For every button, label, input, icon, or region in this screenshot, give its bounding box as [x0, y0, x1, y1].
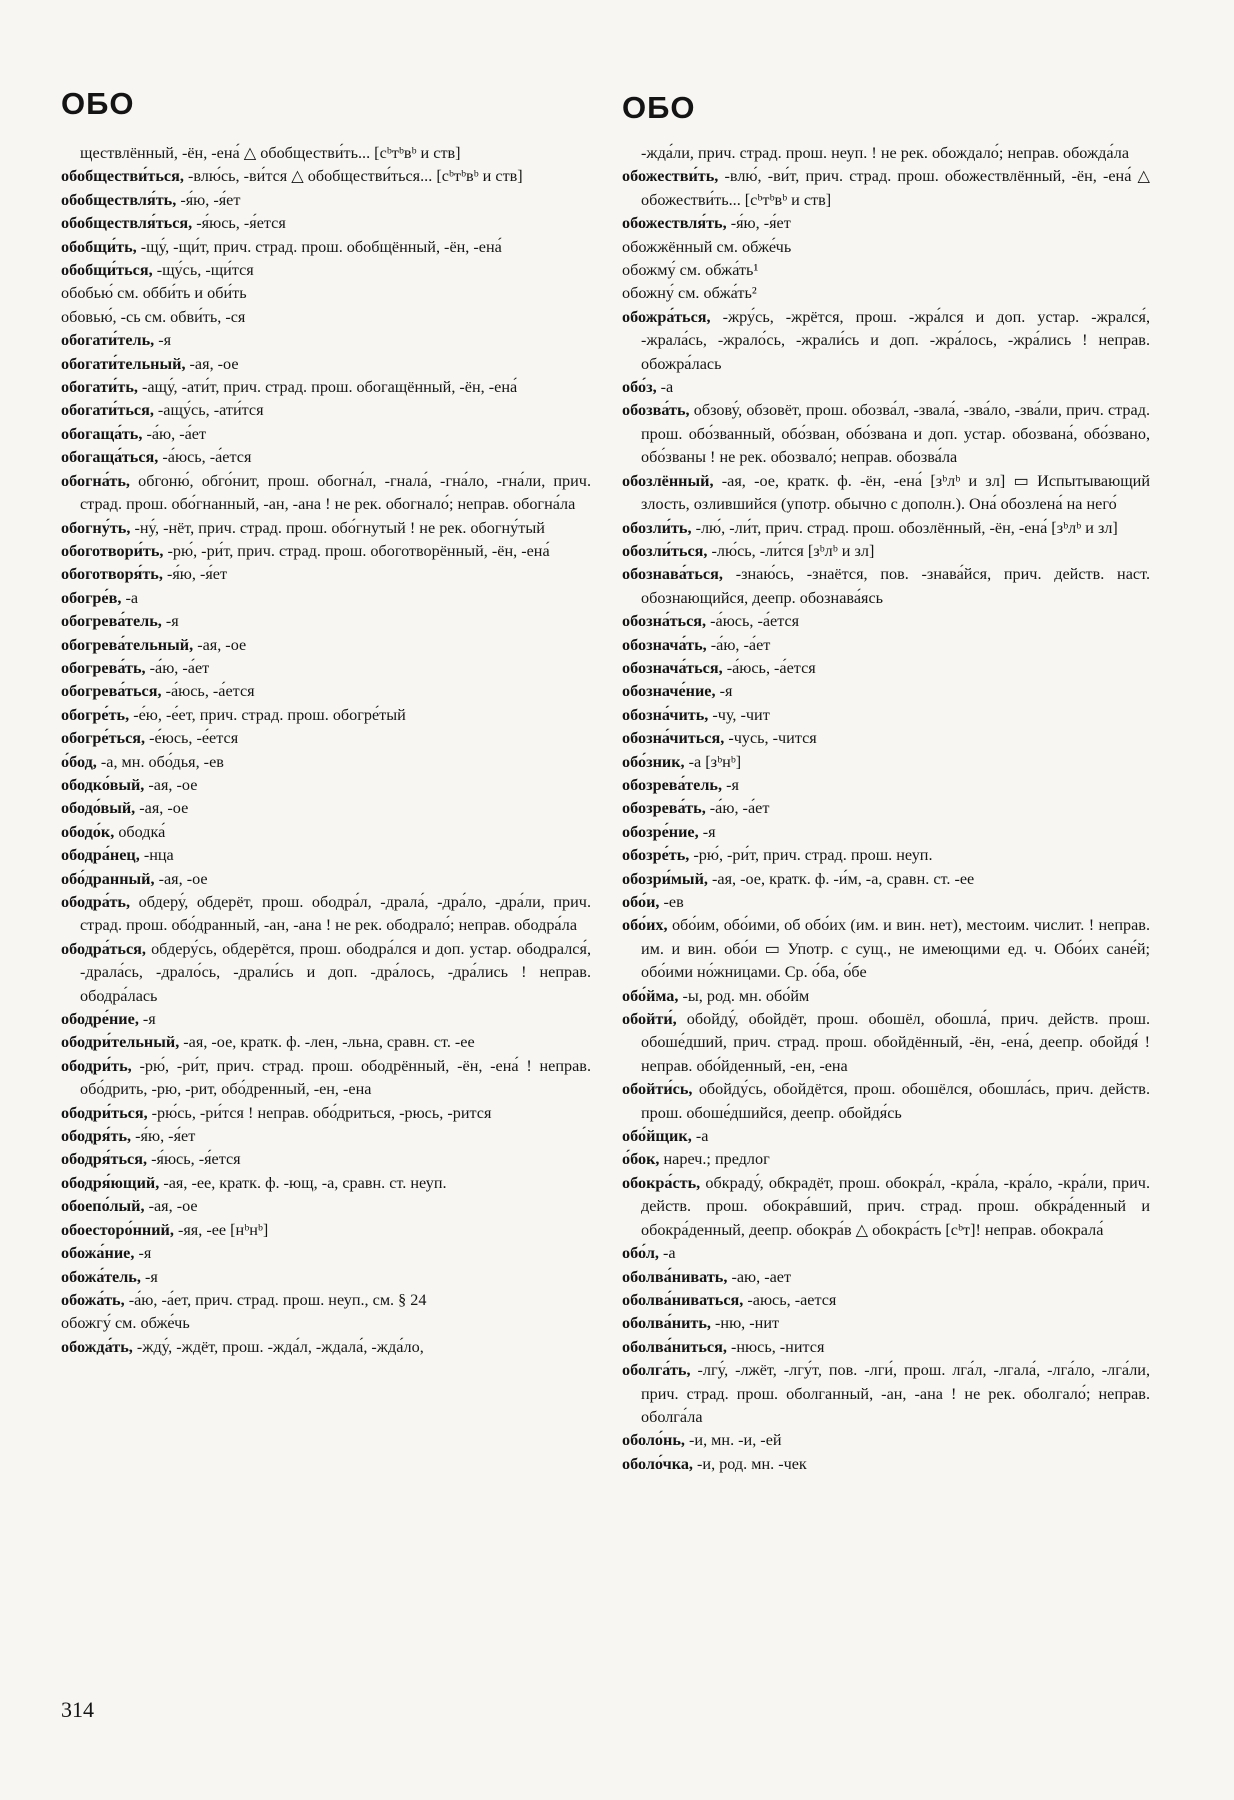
headword: о́бод, [61, 752, 97, 771]
dictionary-entry [622, 236, 1150, 259]
entry-body: -я [715, 682, 733, 701]
headword: обожестви́ть, [622, 167, 719, 186]
dictionary-entry [61, 212, 591, 235]
entry-body: -жду́, -ждёт, прош. -жда́л, -ждала́, -жда́ло, [132, 1337, 424, 1356]
headword: обогре́ться, [61, 729, 146, 748]
entry-body: -я [140, 1267, 158, 1286]
headword: обозли́ться, [622, 541, 708, 560]
entry-body: -лю́сь, -ли́тся [зᵇлᵇ и зл] [707, 541, 875, 560]
entry-body: -а, мн. обо́дья, -ев [96, 752, 224, 771]
headword: обо́йма, [622, 986, 679, 1005]
dictionary-entry [622, 821, 1150, 844]
dictionary-entry [622, 306, 1150, 376]
entry-body: обовью́, -сь см. обви́ть, -ся [61, 307, 246, 326]
right-column [622, 142, 1150, 1476]
entry-body: обожжённый см. обже́чь [622, 237, 792, 256]
dictionary-entry [61, 540, 591, 563]
entry-body: нареч.; предлог [659, 1150, 770, 1169]
dictionary-entry [61, 1336, 591, 1359]
dictionary-entry [622, 797, 1150, 820]
dictionary-entry [61, 1125, 591, 1148]
dictionary-entry [61, 470, 591, 517]
headword: ободо́вый, [61, 799, 136, 818]
headword: обогаща́ть, [61, 424, 143, 443]
headword: оболо́нь, [622, 1431, 685, 1450]
dictionary-entry [61, 353, 591, 376]
entry-body: -я [722, 775, 739, 794]
entry-body: -е́юсь, -е́ется [145, 729, 239, 748]
entry-body: -жда́ли, прич. страд. прош. неуп. ! не рек. обождало́; неправ. обожда́ла [641, 144, 1130, 162]
headword: обозрева́ть, [622, 799, 706, 818]
headword: обозначе́ние, [622, 682, 716, 701]
entry-body: -ая, -ое [154, 869, 208, 888]
headword: оболва́ниваться, [622, 1290, 744, 1309]
headword: ободри́ть, [61, 1056, 132, 1075]
dictionary-entry [622, 1453, 1150, 1476]
dictionary-entry [622, 376, 1150, 399]
dictionary-entry [622, 470, 1150, 517]
entry-body: -ев [659, 893, 684, 911]
entry-body: обожгу́ см. обже́чь [61, 1314, 190, 1333]
entry-body: -а́ю, -а́ет [145, 658, 210, 677]
headword: о́бок, [622, 1150, 660, 1169]
entry-body: -влю́сь, -ви́тся △ обобществи́ться... [сᵇтᵇвᵇ и ств] [183, 167, 523, 186]
running-head-left: ОБО [61, 86, 135, 121]
dictionary-entry [622, 517, 1150, 540]
entry-body: -ащу́сь, -ати́тся [153, 401, 264, 420]
headword: обогаща́ться, [61, 448, 159, 467]
headword: обозна́чить, [622, 705, 709, 724]
headword: обогрева́ть, [61, 658, 146, 677]
entry-body: -аюсь, -ается [743, 1290, 837, 1309]
dictionary-entry [622, 634, 1150, 657]
entry-body: -ая, -ое, кратк. ф. -ён, -ена́ [зᵇлᵇ и зл] ▭ Испытывающий злость, озлившийся (употр. обычно с дополн.). Она́ обозлена́ на него́ [641, 471, 1150, 514]
entry-body: обдеру́, обдерёт, прош. ободра́л, -драла́, -дра́ло, -дра́ли, прич. страд. прош. обо́дранный, -ан, -ана ! не рек. ободрало́; неправ. ободра́ла [80, 893, 591, 935]
entry-body: -я [161, 612, 179, 631]
entry-body: -я́ю, -я́ет [162, 565, 228, 584]
entry-body: -я́юсь, -я́ется [192, 214, 286, 233]
dictionary-entry [622, 540, 1150, 563]
headword: ободра́ться, [61, 939, 146, 958]
headword: ободре́ние, [61, 1010, 139, 1029]
dictionary-entry [61, 657, 591, 680]
headword: обойти́сь, [622, 1080, 693, 1099]
dictionary-entry [622, 1148, 1150, 1171]
dictionary-entry [61, 376, 591, 399]
dictionary-entry [622, 914, 1150, 984]
entry-body: -я [154, 331, 172, 350]
entry-body: -и, мн. -и, -ей [684, 1431, 782, 1450]
entry-body: -лгу́, -лжёт, -лгу́т, пов. -лги́, прош. лга́л, -лгала́, -лга́ло, -лга́ли, прич. страд. прош. оболганный, -ан, -ана ! не рек. оболгало́; неправ. оболга́ла [641, 1361, 1150, 1426]
headword: обознача́ться, [622, 658, 723, 677]
entry-body: -щу́, -щи́т, прич. страд. прош. обобщённый, -ён, -ена́ [136, 237, 502, 256]
entry-body: -ая, -ое, кратк. ф. -и́м, -а, сравн. ст. -ее [707, 869, 975, 888]
dictionary-entry [622, 1312, 1150, 1335]
dictionary-entry [61, 891, 591, 938]
dictionary-entry [622, 727, 1150, 750]
left-column [61, 142, 591, 1359]
entry-body: -рю́, -ри́т, прич. страд. прош. ободрённый, -ён, -ена́ ! неправ. обо́дрить, -рю, -рит, обо́дренный, -ен, -ена [80, 1056, 591, 1099]
headword: обогре́ть, [61, 705, 130, 724]
headword: обогна́ть, [61, 471, 130, 490]
entry-body: -жру́сь, -жрётся, прош. -жра́лся и доп. устар. -жрался́, -жрала́сь, -жрало́сь, -жрали́сь и доп. -жра́лось, -жра́лись ! неправ. обожра́лась [641, 307, 1150, 373]
dictionary-entry [61, 1289, 591, 1312]
headword: обобществля́ться, [61, 214, 193, 233]
dictionary-entry [61, 938, 591, 1008]
headword: обожа́ть, [61, 1290, 125, 1309]
entry-body: -и, род. мн. -чек [692, 1454, 807, 1473]
headword: обоготворя́ть, [61, 565, 163, 584]
headword: оболва́нить, [622, 1314, 711, 1333]
headword: обознача́ть, [622, 635, 707, 654]
dictionary-entry [61, 1195, 591, 1218]
entry-body: -влю́, -ви́т, прич. страд. прош. обожествлённый, -ён, -ена́ △ обожестви́ть... [сᵇтᵇвᵇ и ств] [641, 167, 1150, 209]
dictionary-entry [622, 1359, 1150, 1429]
headword: обо́дранный, [61, 869, 155, 888]
entry-body: -чу, -чит [708, 705, 770, 724]
headword: обоепо́лый, [61, 1197, 145, 1216]
entry-body: обзову́, обзовёт, прош. обозва́л, -звала́, -зва́ло, -зва́ли, прич. страд. прош. обо́званный, обо́зван, обо́звана и доп. устар. обозвана́, обо́звано, обо́званы ! не рек. обозвало́; неправ. обозва́ла [641, 401, 1150, 467]
dictionary-entry [622, 704, 1150, 727]
entry-body: -я́юсь, -я́ется [147, 1150, 241, 1169]
dictionary-entry [61, 189, 591, 212]
entry-body: -ая, -ее, кратк. ф. -ющ, -а, сравн. ст. неуп. [159, 1173, 447, 1192]
headword: обо́л, [622, 1244, 659, 1263]
headword: ободри́ться, [61, 1103, 148, 1122]
entry-body: -а [121, 588, 139, 607]
entry-body: -ая, -ое [135, 799, 189, 818]
dictionary-entry [61, 797, 591, 820]
dictionary-entry [622, 891, 1150, 914]
headword: ободо́к, [61, 822, 115, 841]
dictionary-entry [622, 1008, 1150, 1078]
entry-body: -а [зᵇнᵇ] [684, 752, 742, 771]
headword: обозли́ть, [622, 518, 692, 537]
headword: обозлённый, [622, 471, 714, 490]
headword: обойти́, [622, 1010, 677, 1029]
entry-body: -а́юсь, -а́ется [722, 658, 816, 677]
dictionary-entry [622, 1242, 1150, 1265]
headword: обозри́мый, [622, 869, 708, 888]
entry-body: -знаю́сь, -знаётся, пов. -знава́йся, прич. действ. наст. обознающийся, деепр. обознава́ясь [641, 565, 1150, 607]
entry-body: обойду́, обойдёт, прош. обошёл, обошла́, прич. действ. прош. обоше́дший, прич. страд. прош. обойдённый, -ён, -ена́, деепр. обойдя́ ! неправ. обо́йденный, -ен, -ена [641, 1010, 1150, 1075]
dictionary-entry [61, 821, 591, 844]
headword: обогрева́тельный, [61, 635, 194, 654]
entry-body: -я [134, 1244, 152, 1263]
dictionary-entry [622, 1289, 1150, 1312]
entry-body: -ая, -ое, кратк. ф. -лен, -льна, сравн. ст. -ее [179, 1033, 475, 1052]
dictionary-entry [622, 563, 1150, 610]
headword: обожа́ние, [61, 1244, 135, 1263]
entry-body: -а́юсь, -а́ется [706, 612, 800, 631]
entry-body: -яя, -ее [нᵇнᵇ] [173, 1220, 269, 1239]
entry-body: обкраду́, обкрадёт, прош. обокра́л, -кра́ла, -кра́ло, -кра́ли, прич. действ. прош. обокра́вший, прич. страд. прош. обкра́денный и обокра́денный, деепр. обокра́в △ обокра́сть [сᵇт]! неправ. обокрала́ [641, 1173, 1150, 1239]
dictionary-entry [622, 1172, 1150, 1242]
dictionary-entry [61, 1031, 591, 1054]
dictionary-entry [61, 142, 591, 165]
dictionary-entry [622, 985, 1150, 1008]
dictionary-entry [61, 1172, 591, 1195]
headword: оболга́ть, [622, 1361, 691, 1380]
dictionary-entry [622, 142, 1150, 165]
entry-body: -я́ю, -я́ет [176, 190, 241, 209]
entry-body: -рю́сь, -ри́тся ! неправ. обо́дриться, -рюсь, -рится [147, 1103, 492, 1122]
dictionary-entry [61, 680, 591, 703]
dictionary-entry [61, 423, 591, 446]
dictionary-entry [622, 751, 1150, 774]
dictionary-entry [622, 259, 1150, 282]
entry-body: -ню, -нит [710, 1314, 780, 1333]
headword: оболва́нивать, [622, 1267, 728, 1286]
dictionary-entry [622, 1078, 1150, 1125]
dictionary-entry [61, 306, 591, 329]
dictionary-entry [622, 844, 1150, 867]
headword: оболва́ниться, [622, 1337, 727, 1356]
dictionary-entry [622, 610, 1150, 633]
entry-body: -а́юсь, -а́ется [158, 448, 252, 467]
entry-body: -аю, -ает [727, 1267, 792, 1286]
dictionary-entry [61, 1148, 591, 1171]
headword: обобщи́ть, [61, 237, 137, 256]
dictionary-entry [61, 165, 591, 188]
dictionary-entry [61, 329, 591, 352]
headword: обогну́ть, [61, 518, 131, 537]
dictionary-entry [61, 1312, 591, 1335]
dictionary-entry [61, 751, 591, 774]
entry-body: -а́ю, -а́ет [706, 635, 771, 654]
entry-body: ществлённый, -ён, -ена́ △ обобществи́ть... [сᵇтᵇвᵇ и ств] [80, 144, 461, 162]
headword: обознава́ться, [622, 565, 723, 584]
dictionary-entry [61, 517, 591, 540]
headword: обокра́сть, [622, 1173, 701, 1192]
headword: обозре́ть, [622, 846, 690, 865]
headword: оболо́чка, [622, 1454, 693, 1473]
entry-body: -ая, -ое [185, 354, 239, 373]
headword: ободри́тельный, [61, 1033, 180, 1052]
headword: обо́и, [622, 893, 660, 911]
dictionary-entry [61, 563, 591, 586]
entry-body: -нца [139, 846, 174, 865]
headword: обогрева́ться, [61, 682, 162, 701]
dictionary-entry [61, 868, 591, 891]
headword: обогати́тельный, [61, 354, 186, 373]
headword: обобществля́ть, [61, 190, 177, 209]
headword: ободря́ть, [61, 1127, 132, 1146]
entry-body: обожму́ см. обжа́ть¹ [622, 261, 759, 280]
entry-body: обдеру́сь, обдерётся, прош. ободра́лся и доп. устар. ободрался́, -драла́сь, -драло́сь, -драли́сь и доп. -дра́лось, -дра́лись ! неправ. ободра́лась [80, 939, 591, 1005]
dictionary-entry [61, 610, 591, 633]
headword: обожа́тель, [61, 1267, 141, 1286]
entry-body: обожну́ см. обжа́ть² [622, 284, 757, 303]
entry-body: -нюсь, -нится [726, 1337, 825, 1356]
dictionary-entry [61, 1102, 591, 1125]
dictionary-entry [622, 212, 1150, 235]
dictionary-entry [622, 1125, 1150, 1148]
headword: обоготвори́ть, [61, 541, 164, 560]
page-number: 314 [61, 1697, 94, 1722]
entry-body: -а [656, 378, 674, 397]
entry-body: -чусь, -чится [724, 729, 817, 748]
dictionary-entry [622, 1429, 1150, 1452]
entry-body: -ая, -ое [144, 775, 198, 794]
dictionary-entry [61, 236, 591, 259]
headword: ободря́ться, [61, 1150, 148, 1169]
headword: обобществи́ться, [61, 167, 184, 186]
headword: обожда́ть, [61, 1337, 133, 1356]
headword: обоесторо́нний, [61, 1220, 174, 1239]
entry-body: -щу́сь, -щи́тся [152, 261, 254, 280]
headword: обожра́ться, [622, 307, 711, 326]
dictionary-entry [622, 868, 1150, 891]
entry-body: -я [698, 822, 716, 841]
dictionary-entry [61, 1008, 591, 1031]
dictionary-entry [622, 1336, 1150, 1359]
entry-body: -рю́, -ри́т, прич. страд. прош. обоготворённый, -ён, -ена́ [163, 541, 550, 560]
entry-body: -я́ю, -я́ет [726, 214, 791, 233]
entry-body: -а́юсь, -а́ется [161, 682, 255, 701]
entry-body: -рю́, -ри́т, прич. страд. прош. неуп. [689, 846, 933, 865]
running-head-right: ОБО [622, 90, 696, 125]
entry-body: ободка́ [114, 822, 166, 841]
dictionary-entry [622, 399, 1150, 469]
headword: обо́з, [622, 378, 657, 397]
entry-body: -я [138, 1010, 156, 1029]
dictionary-entry [61, 587, 591, 610]
dictionary-entry [61, 774, 591, 797]
headword: обозре́ние, [622, 822, 699, 841]
headword: обогрева́тель, [61, 612, 162, 631]
headword: обозва́ть, [622, 401, 690, 420]
headword: обогати́ть, [61, 378, 138, 397]
dictionary-entry [61, 446, 591, 469]
entry-body: -е́ю, -е́ет, прич. страд. прош. обогре́тый [129, 705, 406, 724]
dictionary-entry [61, 259, 591, 282]
headword: обо́зник, [622, 752, 685, 771]
dictionary-entry [622, 680, 1150, 703]
dictionary-entry [622, 165, 1150, 212]
entry-body: -ащу́, -ати́т, прич. страд. прош. обогащённый, -ён, -ена́ [137, 378, 518, 397]
entry-body: -а [691, 1127, 709, 1146]
headword: обогати́ться, [61, 401, 154, 420]
headword: обо́их, [622, 916, 668, 935]
entry-body: обо́им, обо́ими, об обо́их (им. и вин. нет), местоим. числит. ! неправ. им. и вин. обо́и ▭ Употр. с сущ., не имеющими ед. ч. Обо́их сане́й; обо́ими но́жницами. Ср. о́ба, о́бе [641, 916, 1150, 982]
headword: ободря́ющий, [61, 1173, 160, 1192]
headword: обозрева́тель, [622, 775, 723, 794]
headword: ободко́вый, [61, 775, 145, 794]
headword: ободра́нец, [61, 846, 140, 865]
headword: обожествля́ть, [622, 214, 727, 233]
entry-body: -ну́, -нёт, прич. страд. прош. обо́гнутый ! не рек. обогну́тый [130, 518, 545, 537]
dictionary-entry [622, 774, 1150, 797]
headword: обобщи́ться, [61, 261, 153, 280]
dictionary-entry [61, 634, 591, 657]
entry-body: -а́ю, -а́ет [705, 799, 770, 818]
dictionary-entry [61, 844, 591, 867]
entry-body: обобью́ см. обби́ть и оби́ть [61, 284, 247, 303]
headword: обозна́читься, [622, 729, 725, 748]
dictionary-entry [61, 1242, 591, 1265]
dictionary-entry [622, 657, 1150, 680]
headword: обо́йщик, [622, 1127, 692, 1146]
entry-body: -а́ю, -а́ет [142, 424, 207, 443]
entry-body: обойду́сь, обойдётся, прош. обошёлся, обошла́сь, прич. действ. прош. обоше́дшийся, деепр. обойдя́сь [641, 1080, 1150, 1122]
entry-body: -а́ю, -а́ет, прич. страд. прош. неуп., см. § 24 [124, 1290, 427, 1309]
dictionary-entry [61, 282, 591, 305]
entry-body: -ая, -ое [144, 1197, 198, 1216]
headword: обогре́в, [61, 588, 122, 607]
dictionary-entry [61, 399, 591, 422]
dictionary-entry [61, 704, 591, 727]
dictionary-entry [622, 282, 1150, 305]
dictionary-entry [61, 727, 591, 750]
headword: обозна́ться, [622, 612, 707, 631]
entry-body: -а [658, 1244, 676, 1263]
entry-body: -лю́, -ли́т, прич. страд. прош. обозлённый, -ён, -ена́ [зᵇлᵇ и зл] [691, 518, 1118, 537]
entry-body: обгоню́, обго́нит, прош. обогна́л, -гнала́, -гна́ло, -гна́ли, прич. страд. прош. обо́гнанный, -ан, -ана ! не рек. обогнало́; неправ. обогна́ла [80, 471, 591, 514]
entry-body: -ы, род. мн. обо́йм [678, 986, 810, 1005]
entry-body: -я́ю, -я́ет [131, 1127, 196, 1146]
dictionary-entry [61, 1266, 591, 1289]
headword: обогати́тель, [61, 331, 155, 350]
dictionary-entry [61, 1055, 591, 1102]
dictionary-entry [622, 1266, 1150, 1289]
dictionary-entry [61, 1219, 591, 1242]
entry-body: -ая, -ое [193, 635, 247, 654]
headword: ободра́ть, [61, 893, 131, 911]
